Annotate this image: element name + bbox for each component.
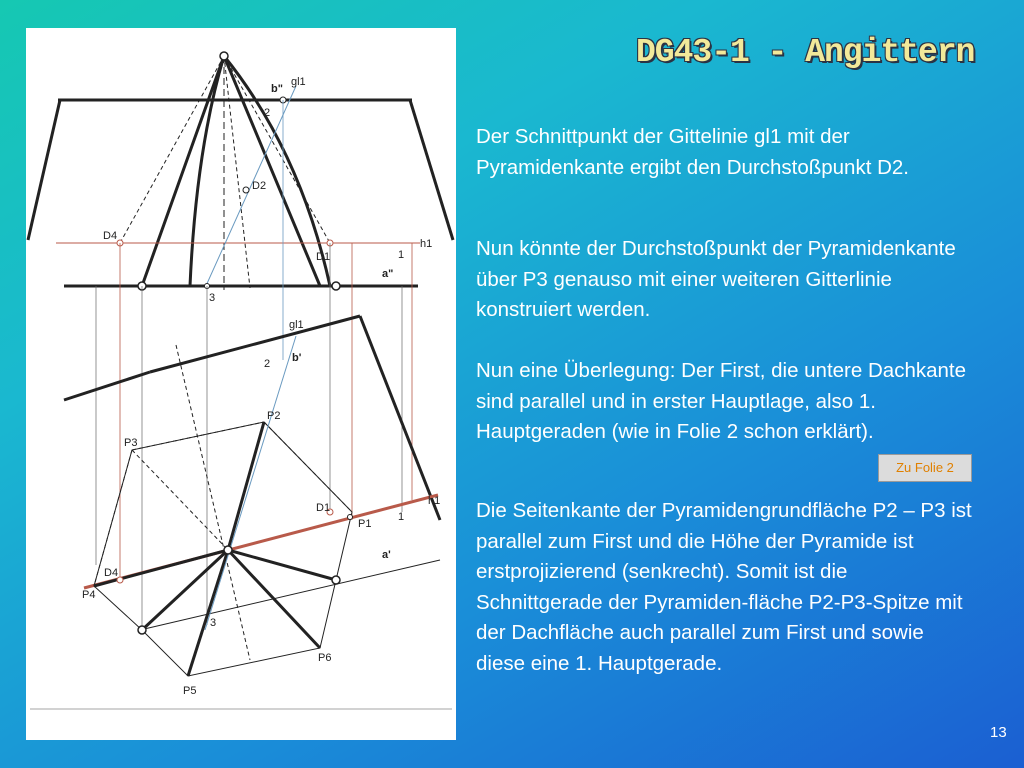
roof-slope-right-front	[410, 100, 453, 240]
edge-to-base-right	[228, 550, 336, 580]
ridge-line-top-left	[64, 372, 150, 400]
base-corner-right-top	[332, 576, 340, 584]
label-b2: b"	[271, 83, 283, 95]
base-point-right	[332, 282, 340, 290]
base-outline	[140, 560, 440, 630]
edge-to-p2	[228, 422, 264, 550]
label-p3: P3	[124, 437, 138, 449]
label-2-top: 2	[264, 107, 271, 119]
pyramid-edge-3	[142, 56, 224, 286]
label-d4-top: D4	[103, 230, 118, 242]
pyramid-base-outline	[94, 422, 352, 676]
hidden-base-edges	[94, 345, 352, 660]
label-gl1-bottom: gl1	[289, 319, 304, 331]
p1-point	[348, 515, 353, 520]
apex-point-top	[224, 546, 232, 554]
label-d2: D2	[252, 180, 267, 192]
link-to-slide-2-button[interactable]: Zu Folie 2	[878, 454, 972, 482]
paragraph-3: Nun eine Überlegung: Der First, die untere Dachkante sind parallel und in erster Hauptlage, also 1. Hauptgeraden (wie in Folie 2 schon erklärt).	[476, 359, 966, 443]
hidden-edge-1	[120, 56, 224, 243]
d2-point	[243, 187, 249, 193]
label-d1-top: D1	[316, 251, 331, 263]
ridge-line-top	[150, 316, 360, 372]
label-p5: P5	[183, 685, 197, 697]
panel-footer-strip	[26, 712, 456, 740]
label-3-bottom: 3	[210, 617, 217, 629]
label-1-top: 1	[398, 249, 405, 261]
slide-title: DG43-1 - Angittern	[636, 34, 975, 71]
label-p1: P1	[358, 518, 372, 530]
pyramid-edge-1	[190, 56, 224, 286]
label-gl1-top: gl1	[291, 76, 306, 88]
base-corner-left-top	[138, 626, 146, 634]
apex-point-front	[220, 52, 228, 60]
label-d1-bottom: D1	[316, 502, 331, 514]
label-d4-bottom: D4	[104, 567, 119, 579]
construction-drawing	[26, 28, 456, 740]
label-3-top: 3	[209, 292, 216, 304]
label-h1-bottom: h1	[428, 495, 441, 507]
edge-to-p6	[228, 550, 320, 648]
label-h1-top: h1	[420, 238, 433, 250]
paragraph-2: Nun könnte der Durchstoßpunkt der Pyramidenkante über P3 genauso mit einer weiteren Gitterlinie konstruiert werden.	[476, 237, 956, 321]
gl1-line-top	[205, 336, 296, 630]
paragraph-4: Die Seitenkante der Pyramidengrundfläche P2 – P3 ist parallel zum First und die Höhe der Pyramide ist erstprojizierend (senkrecht). Somit ist die Schnittgerade der Pyramiden-fläche P2-P3-Spitze mit der Dachfläche auch parallel zum First und sowie diese eine 1. Hauptgerade.	[476, 499, 972, 675]
roof-slope-left-front	[28, 100, 60, 240]
label-p6: P6	[318, 652, 332, 664]
label-b1: b'	[292, 352, 302, 364]
label-1-bottom: 1	[398, 511, 405, 523]
page-number: 13	[990, 724, 1007, 741]
pyramid-roof-diagram	[26, 28, 456, 740]
label-p2: P2	[267, 410, 281, 422]
label-a2: a"	[382, 268, 394, 280]
label-2-bottom: 2	[264, 358, 271, 370]
roof-edge-right-top	[360, 316, 440, 520]
label-p4: P4	[82, 589, 96, 601]
paragraph-1: Der Schnittpunkt der Gittelinie gl1 mit der Pyramidenkante ergibt den Durchstoßpunkt D2.	[476, 125, 910, 179]
label-a1: a'	[382, 549, 391, 561]
